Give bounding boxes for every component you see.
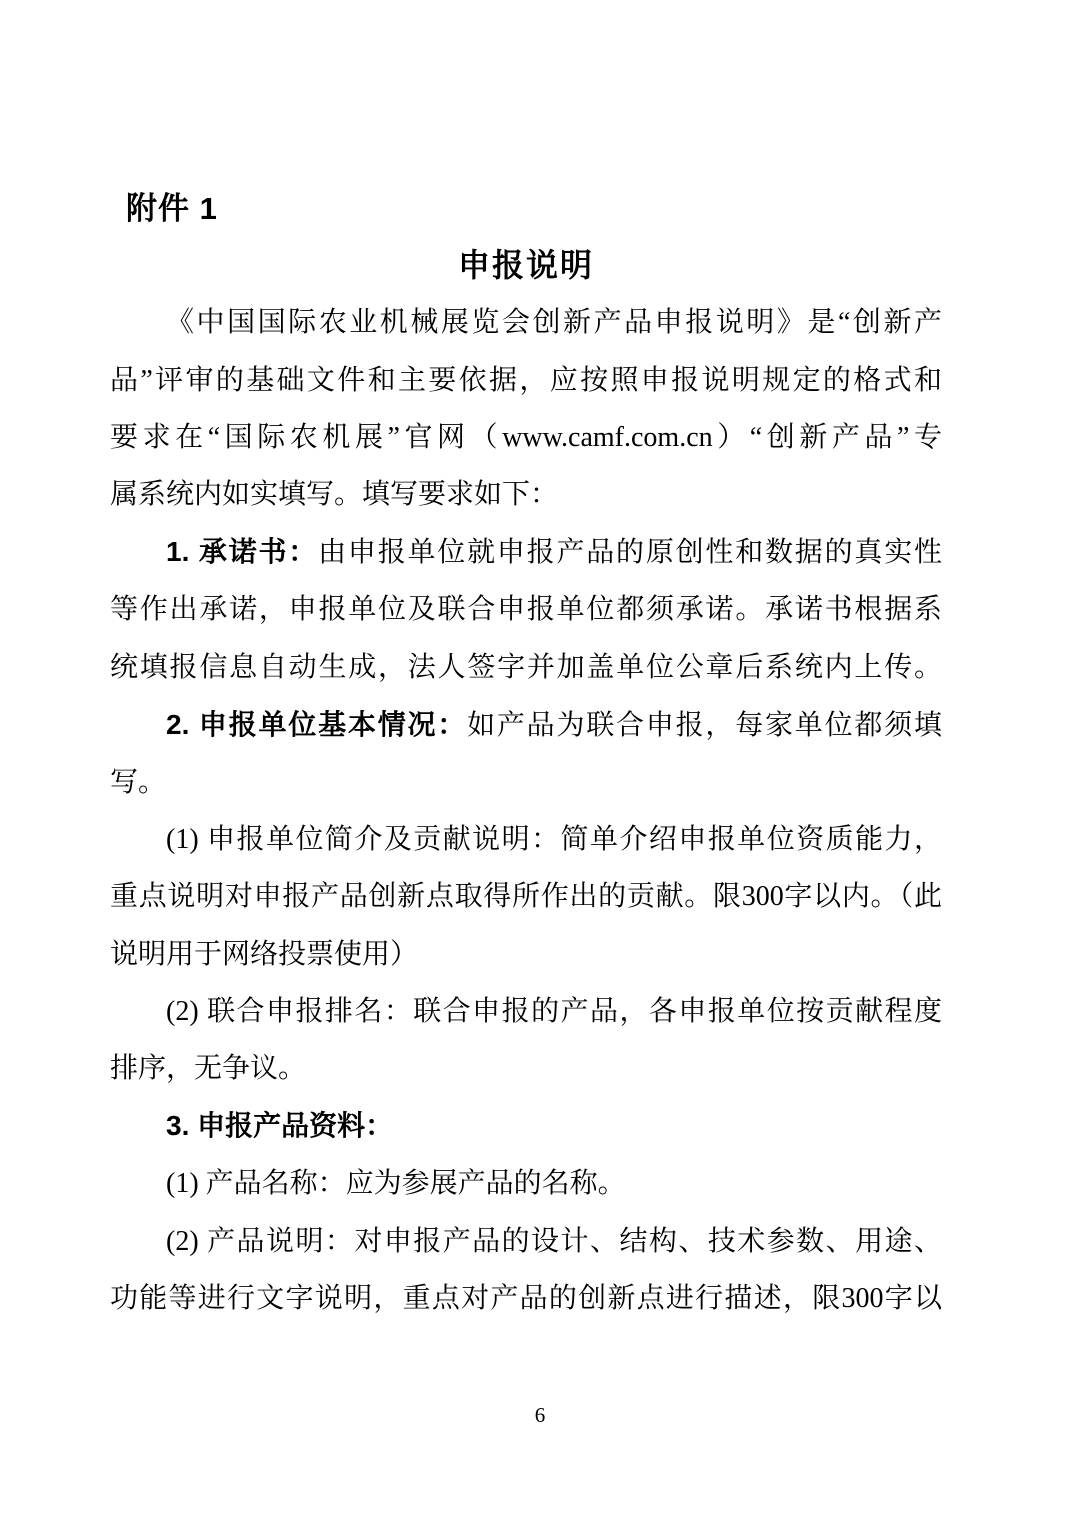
document-content [110,180,942,1327]
page-number: 6 [534,1403,546,1427]
text-line [110,983,942,1040]
text-run: 属系统内如实填写。填写要求如下： [110,479,559,511]
text-run: 要求在“国际农机展”官网（www.camf.com.cn）“创新产品”专 [110,421,942,453]
text-run: (2) 联合申报排名：联合申报的产品，各申报单位按贡献程度 [166,995,942,1027]
text-line [110,352,942,409]
text-line [110,926,942,983]
text-run: 功能等进行文字说明，重点对产品的创新点进行描述，限300字以 [110,1282,942,1314]
paragraph [110,696,942,811]
paragraph [110,1097,942,1155]
paragraph [110,983,942,1097]
text-line [110,811,942,868]
text-run: 说明用于网络投票使用） [110,938,419,970]
text-run: 排序，无争议。 [110,1053,307,1085]
text-line [110,294,942,351]
text-run: 统填报信息自动生成，法人签字并加盖单位公章后系统内上传。 [110,651,942,683]
text-run: (1) 申报单位简介及贡献说明：简单介绍申报单位资质能力， [166,824,942,856]
document-title: 申报说明 [457,247,594,284]
text-run: 由申报单位就申报产品的原创性和数据的真实性 [318,537,942,569]
text-line [110,466,942,523]
paragraph [110,1213,942,1327]
text-line [110,1155,942,1212]
bold-text-run: 3. 申报产品资料： [166,1110,394,1142]
text-run: (1) 产品名称：应为参展产品的名称。 [166,1168,626,1200]
paragraph [110,1155,942,1212]
bold-text-run: 1. 承诺书： [166,536,319,568]
text-line [110,523,942,581]
attachment-label: 附件 1 [126,191,218,226]
text-run: 写。 [110,767,167,799]
document-body [110,294,942,1327]
text-run: 重点说明对申报产品创新点取得所作出的贡献。限300字以内。（此 [110,881,942,913]
text-run: 品”评审的基础文件和主要依据，应按照申报说明规定的格式和 [110,364,942,396]
text-line [110,1040,942,1097]
paragraph [110,523,942,696]
text-line [110,1270,942,1327]
bold-text-run: 2. 申报单位基本情况： [166,708,468,740]
text-line [110,696,942,754]
text-line [110,1097,942,1155]
paragraph [110,811,942,983]
paragraph [110,294,942,523]
text-run: 等作出承诺，申报单位及联合申报单位都须承诺。承诺书根据系 [110,594,942,626]
text-run: (2) 产品说明：对申报产品的设计、结构、技术参数、用途、 [166,1225,942,1257]
text-line [110,754,942,811]
text-run: 如产品为联合申报，每家单位都须填 [467,709,942,741]
text-line [110,581,942,638]
text-run: 《中国国际农业机械展览会创新产品申报说明》是“创新产 [166,307,942,339]
text-line [110,639,942,696]
text-line [110,409,942,466]
text-line [110,868,942,925]
text-line [110,1213,942,1270]
